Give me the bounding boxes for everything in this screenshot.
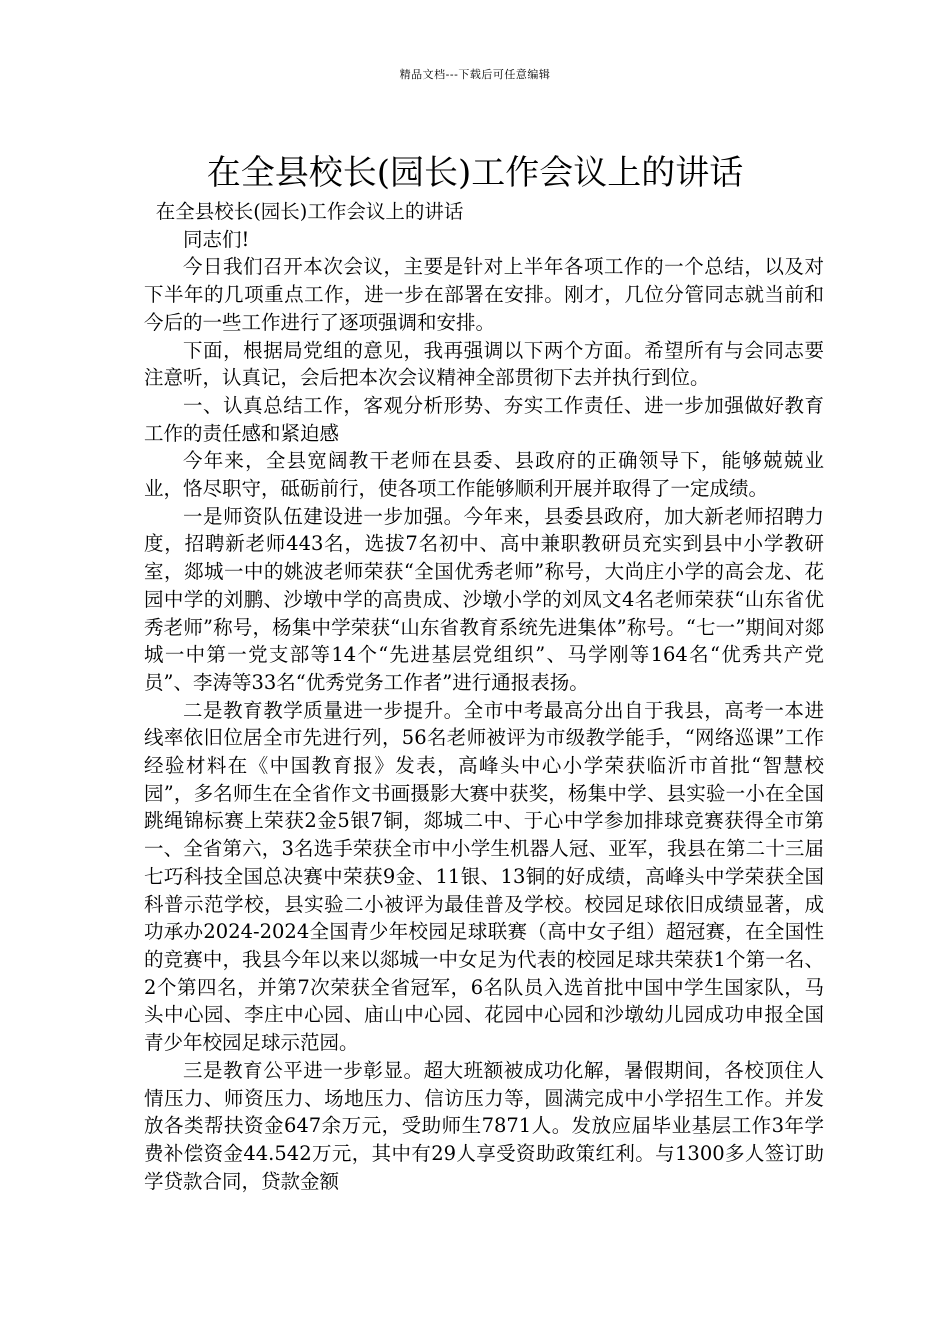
paragraph: 今年来，全县宽阔教干老师在县委、县政府的正确领导下，能够兢兢业业，恪尽职守，砥砺前行，使各项工作能够顺利开展并取得了一定成绩。 xyxy=(144,449,824,501)
document-subtitle: 在全县校长(园长)工作会议上的讲话 xyxy=(155,200,464,223)
section-heading: 一、认真总结工作，客观分析形势、夯实工作责任、进一步加强做好教育工作的责任感和紧迫感 xyxy=(144,393,824,445)
header-note: 精品文档---下载后可任意编辑 xyxy=(399,68,551,81)
paragraph: 一是师资队伍建设进一步加强。今年来，县委县政府，加大新老师招聘力度，招聘新老师443名，选拔7名初中、高中兼职教研员充实到县中小学教研室，郯城一中的姚波老师荣获“全国优秀老师”称号，大尚庄小学的高会龙、花园中学的刘鹏、沙墩中学的高贵成、沙墩小学的刘凤文4名老师荣获“山东省优秀老师”称号，杨集中学荣获“山东省教育系统先进集体”称号。“七一”期间对郯城一中第一党支部等14个“先进基层党组织”、马学刚等164名“优秀共产党员”、李涛等33名“优秀党务工作者”进行通报表扬。 xyxy=(144,504,824,694)
page-title: 在全县校长(园长)工作会议上的讲话 xyxy=(206,152,744,193)
paragraph: 二是教育教学质量进一步提升。全市中考最高分出自于我县，高考一本进线率依旧位居全市先进行列，56名老师被评为市级教学能手，“网络巡课”工作经验材料在《中国教育报》发表，高峰头中心小学荣获临沂市首批“智慧校园”，多名师生在全省作文书画摄影大赛中获奖，杨集中学、县实验一小在全国跳绳锦标赛上荣获2金5银7铜，郯城二中、于心中学参加排球竞赛获得全市第一、全省第六，3名选手荣获全市中小学生机器人冠、亚军，我县在第二十三届七巧科技全国总决赛中荣获9金、11银、13铜的好成绩，高峰头中学荣获全国科普示范学校，县实验二小被评为最佳普及学校。校园足球依旧成绩显著，成功承办2024-2024全国青少年校园足球联赛（高中女子组）超冠赛，在全国性的竞赛中，我县今年以来以郯城一中女足为代表的校园足球共荣获1个第一名、2个第四名，并第7次荣获全省冠军，6名队员入选首批中国中学生国家队，马头中心园、李庄中心园、庙山中心园、花园中心园和沙墩幼儿园成功申报全国青少年校园足球示范园。 xyxy=(144,698,824,1055)
paragraph: 下面，根据局党组的意见，我再强调以下两个方面。希望所有与会同志要注意听，认真记，会后把本次会议精神全部贯彻下去并执行到位。 xyxy=(144,338,824,390)
paragraph: 三是教育公平进一步彰显。超大班额被成功化解，暑假期间，各校顶住人情压力、师资压力、场地压力、信访压力等，圆满完成中小学招生工作。并发放各类帮扶资金647余万元，受助师生7871人。发放应届毕业基层工作3年学费补偿资金44.542万元，其中有29人享受资助政策红利。与1300多人签订助学贷款合同，贷款金额 xyxy=(144,1058,824,1193)
salutation: 同志们! xyxy=(183,227,250,251)
document-body xyxy=(144,198,824,1195)
paragraph: 今日我们召开本次会议，主要是针对上半年各项工作的一个总结，以及对下半年的几项重点工作，进一步在部署在安排。刚才，几位分管同志就当前和今后的一些工作进行了逐项强调和安排。 xyxy=(144,255,824,334)
